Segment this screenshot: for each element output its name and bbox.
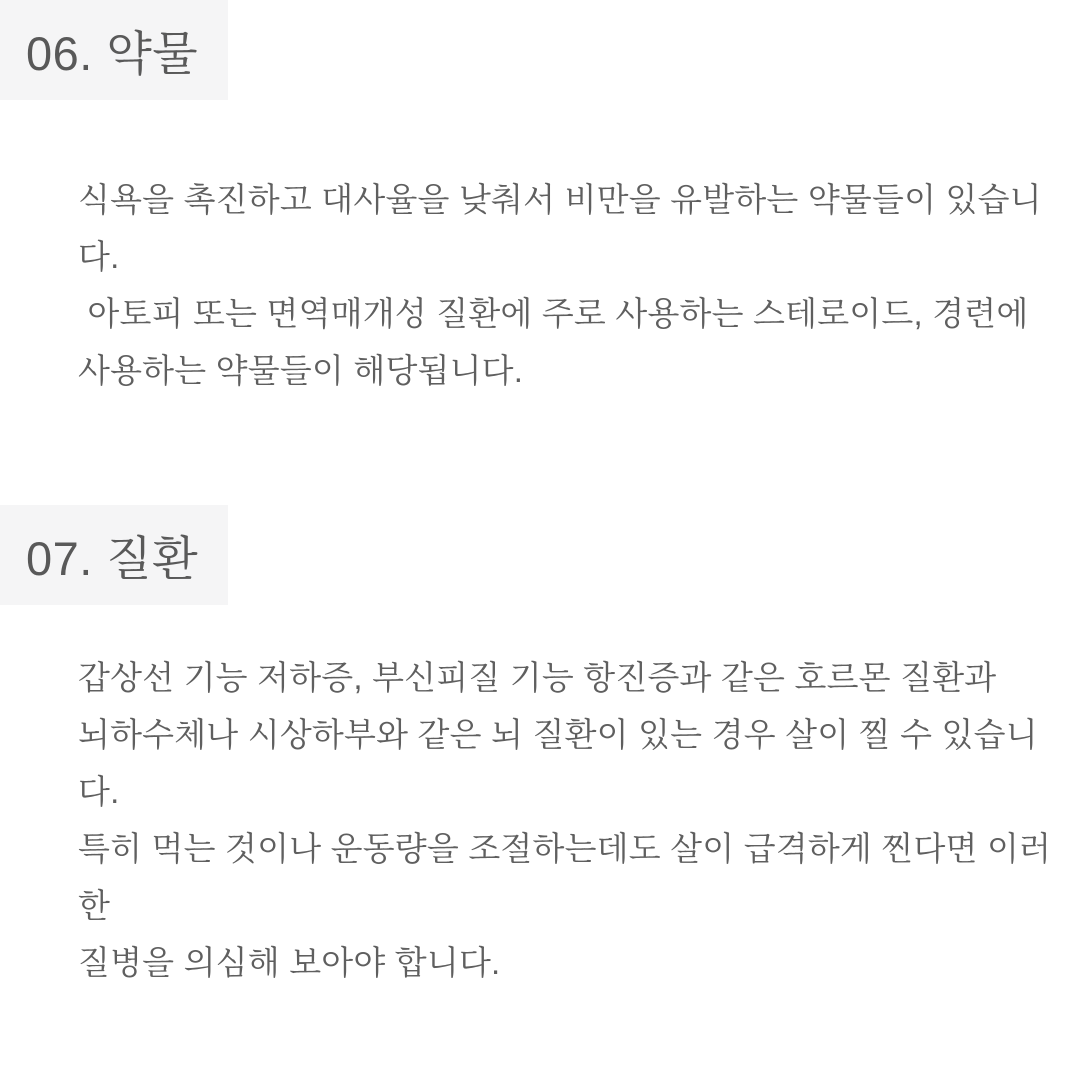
- section-heading-drugs: [0, 0, 228, 100]
- body-text-line: 다.: [78, 238, 120, 275]
- body-text-line: 다.: [78, 773, 120, 810]
- body-text-line: 갑상선 기능 저하증, 부신피질 기능 항진증과 같은 호르몬 질환과: [78, 659, 997, 696]
- section-title-disease: 07. 질환: [26, 531, 199, 585]
- body-text-line: 아토피 또는 면역매개성 질환에 주로 사용하는 스테로이드, 경련에: [78, 295, 1029, 332]
- body-text-line: 한: [78, 887, 111, 924]
- body-text-line: 식욕을 촉진하고 대사율을 낮춰서 비만을 유발하는 약물들이 있습니: [78, 181, 1042, 218]
- section-body-drugs: [78, 171, 1068, 399]
- body-text-line: 질병을 의심해 보아야 합니다.: [78, 944, 501, 981]
- body-text-line: 사용하는 약물들이 해당됩니다.: [78, 352, 524, 389]
- section-body-disease: [78, 649, 1068, 991]
- section-title-drugs: 06. 약물: [26, 26, 199, 80]
- section-heading-disease: [0, 505, 228, 605]
- body-text-line: 뇌하수체나 시상하부와 같은 뇌 질환이 있는 경우 살이 찔 수 있습니: [78, 716, 1038, 753]
- body-text-line: 특히 먹는 것이나 운동량을 조절하는데도 살이 급격하게 찐다면 이러: [78, 830, 1052, 867]
